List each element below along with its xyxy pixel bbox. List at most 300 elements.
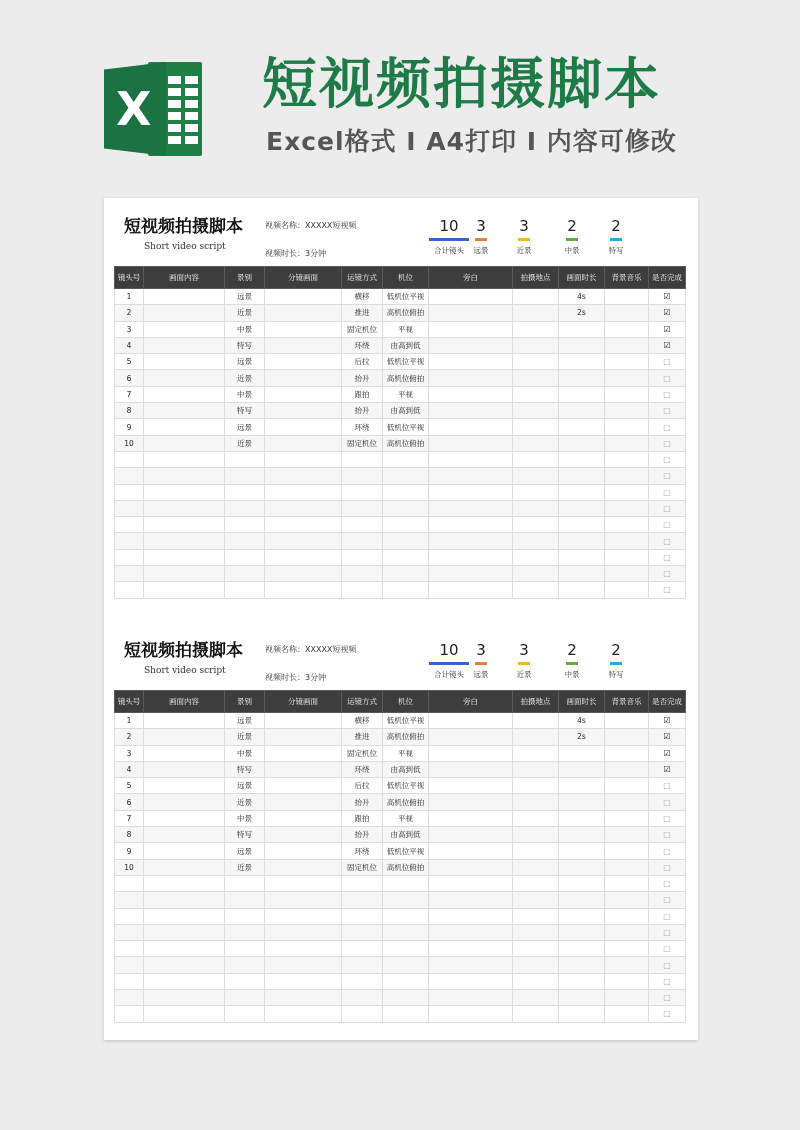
- table-cell: [513, 843, 559, 859]
- table-cell: [265, 924, 342, 940]
- table-cell: [342, 875, 383, 891]
- table-row: [115, 875, 686, 891]
- checkbox-glyph: □: [663, 944, 671, 954]
- stat-label: 近景: [516, 670, 532, 679]
- table-row: [115, 533, 686, 549]
- table-cell: 近景: [225, 305, 265, 321]
- completion-checkbox[interactable]: [649, 484, 686, 500]
- table-cell: 低机位平视: [383, 713, 429, 729]
- table-cell: [605, 778, 649, 794]
- table-cell: [144, 778, 225, 794]
- table-cell: [429, 924, 513, 940]
- table-cell: [265, 941, 342, 957]
- table-cell: [144, 843, 225, 859]
- table-cell: 后拉: [342, 778, 383, 794]
- completion-checkbox[interactable]: [649, 875, 686, 891]
- table-cell: 后拉: [342, 354, 383, 370]
- table-cell: 推进: [342, 729, 383, 745]
- table-row: [115, 484, 686, 500]
- column-header: 机位: [383, 691, 429, 713]
- table-cell: [144, 435, 225, 451]
- table-cell: [559, 582, 605, 598]
- column-header: 景别: [225, 267, 265, 289]
- table-cell: [225, 1006, 265, 1022]
- table-cell: [559, 419, 605, 435]
- table-cell: [265, 745, 342, 761]
- column-header: 旁白: [429, 691, 513, 713]
- checkbox-glyph: ☑: [663, 732, 671, 742]
- completion-checkbox[interactable]: [649, 435, 686, 451]
- table-cell: [383, 517, 429, 533]
- table-cell: [605, 370, 649, 386]
- table-cell: [383, 908, 429, 924]
- table-cell: [559, 468, 605, 484]
- table-row: [115, 289, 686, 305]
- table-cell: 高机位俯拍: [383, 370, 429, 386]
- table-cell: [559, 908, 605, 924]
- completion-checkbox[interactable]: [649, 843, 686, 859]
- checkbox-glyph: □: [663, 357, 671, 367]
- table-row: [115, 403, 686, 419]
- table-cell: [559, 745, 605, 761]
- table-cell: [559, 533, 605, 549]
- table-row: [115, 957, 686, 973]
- table-row: [115, 859, 686, 875]
- table-cell: 抬升: [342, 827, 383, 843]
- checkbox-glyph: □: [663, 504, 671, 513]
- table-cell: [559, 337, 605, 353]
- table-cell: [342, 973, 383, 989]
- table-cell: [605, 305, 649, 321]
- shot-table: [114, 266, 686, 599]
- table-cell: 中景: [225, 386, 265, 402]
- table-cell: [144, 337, 225, 353]
- table-cell: [429, 435, 513, 451]
- banner-title: 短视频拍摄脚本: [262, 52, 662, 116]
- table-cell: [513, 729, 559, 745]
- completion-checkbox[interactable]: [649, 778, 686, 794]
- completion-checkbox[interactable]: [649, 794, 686, 810]
- table-cell: [115, 517, 144, 533]
- checkbox-glyph: □: [663, 960, 671, 970]
- checkbox-glyph: □: [663, 813, 671, 823]
- table-cell: 2s: [559, 305, 605, 321]
- checkbox-glyph: □: [663, 781, 671, 791]
- table-row: [115, 517, 686, 533]
- completion-checkbox[interactable]: [649, 354, 686, 370]
- table-cell: [429, 354, 513, 370]
- column-header: 背景音乐: [605, 691, 649, 713]
- table-cell: [225, 549, 265, 565]
- column-header: 机位: [383, 267, 429, 289]
- table-cell: [559, 370, 605, 386]
- completion-checkbox[interactable]: [649, 451, 686, 467]
- table-cell: 高机位俯拍: [383, 729, 429, 745]
- checkbox-glyph: □: [663, 438, 671, 448]
- table-cell: [383, 484, 429, 500]
- table-row: [115, 761, 686, 777]
- table-cell: [144, 761, 225, 777]
- table-cell: [429, 337, 513, 353]
- table-row: [115, 745, 686, 761]
- table-cell: [605, 337, 649, 353]
- table-cell: [342, 451, 383, 467]
- shot-table: [114, 690, 686, 1023]
- completion-checkbox[interactable]: [649, 892, 686, 908]
- stat-color-bar: [475, 238, 487, 241]
- completion-checkbox[interactable]: [649, 289, 686, 305]
- table-cell: 远景: [225, 713, 265, 729]
- table-cell: [265, 533, 342, 549]
- table-cell: [559, 484, 605, 500]
- table-cell: [605, 484, 649, 500]
- table-row: [115, 451, 686, 467]
- table-cell: [225, 924, 265, 940]
- table-cell: [115, 892, 144, 908]
- table-cell: [559, 435, 605, 451]
- column-header: 是否完成: [649, 267, 686, 289]
- table-row: [115, 468, 686, 484]
- table-cell: [144, 1006, 225, 1022]
- table-cell: 7: [115, 810, 144, 826]
- table-cell: [265, 484, 342, 500]
- table-cell: [513, 1006, 559, 1022]
- table-cell: [383, 500, 429, 516]
- table-cell: [342, 549, 383, 565]
- table-cell: [265, 582, 342, 598]
- table-header-row: [115, 691, 686, 713]
- table-row: [115, 778, 686, 794]
- table-cell: [144, 729, 225, 745]
- completion-checkbox[interactable]: [649, 582, 686, 598]
- table-row: [115, 386, 686, 402]
- table-cell: 横移: [342, 289, 383, 305]
- table-cell: [605, 745, 649, 761]
- table-cell: [605, 549, 649, 565]
- table-cell: 低机位平视: [383, 289, 429, 305]
- completion-checkbox[interactable]: [649, 517, 686, 533]
- table-cell: [605, 941, 649, 957]
- table-cell: [429, 957, 513, 973]
- completion-checkbox[interactable]: [649, 908, 686, 924]
- table-cell: [265, 1006, 342, 1022]
- table-cell: [559, 892, 605, 908]
- column-header: 背景音乐: [605, 267, 649, 289]
- column-header: 拍摄地点: [513, 267, 559, 289]
- table-cell: [265, 827, 342, 843]
- table-row: [115, 354, 686, 370]
- table-cell: [559, 517, 605, 533]
- checkbox-glyph: □: [663, 895, 671, 905]
- table-cell: [265, 370, 342, 386]
- checkbox-glyph: □: [663, 552, 671, 562]
- table-cell: 8: [115, 403, 144, 419]
- table-cell: [265, 957, 342, 973]
- table-cell: [115, 924, 144, 940]
- checkbox-glyph: □: [663, 1009, 671, 1019]
- table-cell: [265, 451, 342, 467]
- table-cell: [342, 957, 383, 973]
- table-cell: [342, 990, 383, 1006]
- table-cell: [115, 468, 144, 484]
- table-cell: [429, 875, 513, 891]
- table-cell: [605, 419, 649, 435]
- table-cell: [559, 843, 605, 859]
- column-header: 旁白: [429, 267, 513, 289]
- table-cell: 环绕: [342, 843, 383, 859]
- table-cell: [429, 827, 513, 843]
- completion-checkbox[interactable]: [649, 941, 686, 957]
- table-cell: 6: [115, 370, 144, 386]
- column-header: 分镜画面: [265, 691, 342, 713]
- completion-checkbox[interactable]: [649, 419, 686, 435]
- stat-value: 2: [611, 217, 621, 235]
- completion-checkbox[interactable]: [649, 305, 686, 321]
- stat-value: 3: [476, 217, 486, 235]
- table-cell: [559, 941, 605, 957]
- stat-label: 中景: [564, 670, 580, 679]
- table-cell: [225, 957, 265, 973]
- table-cell: [559, 500, 605, 516]
- table-cell: 4: [115, 337, 144, 353]
- table-cell: [115, 908, 144, 924]
- stat-label: 特写: [608, 670, 624, 679]
- table-cell: 1: [115, 289, 144, 305]
- table-row: [115, 500, 686, 516]
- completion-checkbox[interactable]: [649, 957, 686, 973]
- completion-checkbox[interactable]: [649, 761, 686, 777]
- table-cell: [513, 435, 559, 451]
- stat-label: 中景: [564, 246, 580, 255]
- stat-value: 2: [567, 641, 577, 659]
- table-cell: [225, 892, 265, 908]
- stat-value: 2: [567, 217, 577, 235]
- table-cell: [265, 354, 342, 370]
- table-cell: [513, 713, 559, 729]
- table-cell: 近景: [225, 370, 265, 386]
- table-cell: [383, 990, 429, 1006]
- stat-label: 远景: [473, 246, 489, 255]
- completion-checkbox[interactable]: [649, 321, 686, 337]
- completion-checkbox[interactable]: [649, 337, 686, 353]
- checkbox-glyph: □: [663, 879, 671, 889]
- table-cell: [559, 549, 605, 565]
- table-cell: [225, 973, 265, 989]
- table-row: [115, 810, 686, 826]
- completion-checkbox[interactable]: [649, 533, 686, 549]
- column-header: 运镜方式: [342, 267, 383, 289]
- table-cell: [429, 713, 513, 729]
- table-cell: [144, 500, 225, 516]
- table-cell: [115, 957, 144, 973]
- table-cell: [265, 973, 342, 989]
- table-cell: [429, 403, 513, 419]
- table-cell: 环绕: [342, 419, 383, 435]
- video-name: 视频名称：XXXXX短视频: [265, 645, 357, 654]
- table-cell: [342, 566, 383, 582]
- table-cell: [144, 875, 225, 891]
- table-cell: [265, 435, 342, 451]
- completion-checkbox[interactable]: [649, 1006, 686, 1022]
- table-cell: 1: [115, 713, 144, 729]
- table-cell: [429, 761, 513, 777]
- completion-checkbox[interactable]: [649, 566, 686, 582]
- table-cell: [513, 859, 559, 875]
- table-cell: [429, 549, 513, 565]
- table-cell: [429, 370, 513, 386]
- table-cell: [605, 386, 649, 402]
- table-cell: [513, 549, 559, 565]
- completion-checkbox[interactable]: [649, 549, 686, 565]
- completion-checkbox[interactable]: [649, 859, 686, 875]
- table-cell: [144, 859, 225, 875]
- stat-color-bar: [610, 662, 622, 665]
- table-cell: [429, 468, 513, 484]
- table-cell: [429, 973, 513, 989]
- table-cell: [513, 990, 559, 1006]
- table-cell: [429, 745, 513, 761]
- table-cell: 2: [115, 305, 144, 321]
- table-cell: 横移: [342, 713, 383, 729]
- table-cell: [605, 990, 649, 1006]
- table-cell: 固定机位: [342, 859, 383, 875]
- table-cell: [265, 500, 342, 516]
- completion-checkbox[interactable]: [649, 370, 686, 386]
- video-duration: 视频时长：3分钟: [265, 673, 327, 682]
- table-cell: 4s: [559, 289, 605, 305]
- completion-checkbox[interactable]: [649, 713, 686, 729]
- table-cell: [265, 892, 342, 908]
- table-cell: [429, 778, 513, 794]
- table-cell: 2: [115, 729, 144, 745]
- document-page: [104, 198, 698, 1040]
- table-cell: 远景: [225, 419, 265, 435]
- table-cell: [559, 354, 605, 370]
- column-header: 画面内容: [144, 691, 225, 713]
- table-header-row: [115, 267, 686, 289]
- completion-checkbox[interactable]: [649, 403, 686, 419]
- table-cell: [144, 973, 225, 989]
- stat-item: [586, 640, 646, 680]
- table-cell: [342, 500, 383, 516]
- table-cell: 平视: [383, 810, 429, 826]
- table-row: [115, 941, 686, 957]
- table-cell: [225, 468, 265, 484]
- table-cell: [342, 468, 383, 484]
- table-cell: [429, 794, 513, 810]
- table-cell: [144, 582, 225, 598]
- stat-item: [586, 216, 646, 256]
- stat-value: 3: [476, 641, 486, 659]
- checkbox-glyph: □: [663, 976, 671, 986]
- table-cell: [115, 1006, 144, 1022]
- table-cell: [265, 549, 342, 565]
- table-cell: 中景: [225, 810, 265, 826]
- table-cell: [265, 908, 342, 924]
- table-cell: 5: [115, 354, 144, 370]
- table-cell: 高机位俯拍: [383, 794, 429, 810]
- completion-checkbox[interactable]: [649, 990, 686, 1006]
- table-cell: [225, 451, 265, 467]
- table-cell: [144, 419, 225, 435]
- completion-checkbox[interactable]: [649, 386, 686, 402]
- table-cell: [605, 403, 649, 419]
- stat-value: 3: [519, 217, 529, 235]
- checkbox-glyph: ☑: [663, 341, 671, 351]
- table-cell: 平视: [383, 745, 429, 761]
- table-cell: [115, 941, 144, 957]
- table-cell: [559, 973, 605, 989]
- column-header: 画面内容: [144, 267, 225, 289]
- completion-checkbox[interactable]: [649, 924, 686, 940]
- table-cell: 平视: [383, 386, 429, 402]
- table-cell: 特写: [225, 403, 265, 419]
- table-cell: 10: [115, 859, 144, 875]
- table-cell: 由高到低: [383, 403, 429, 419]
- table-cell: [429, 533, 513, 549]
- excel-grid-cell: [185, 112, 198, 120]
- table-cell: [513, 337, 559, 353]
- stat-value: 3: [519, 641, 529, 659]
- table-cell: 由高到低: [383, 337, 429, 353]
- table-cell: [429, 990, 513, 1006]
- checkbox-glyph: ☑: [663, 748, 671, 758]
- table-cell: [342, 1006, 383, 1022]
- table-cell: 低机位平视: [383, 843, 429, 859]
- table-cell: [605, 908, 649, 924]
- table-cell: [265, 337, 342, 353]
- table-row: [115, 843, 686, 859]
- checkbox-glyph: □: [663, 406, 671, 416]
- table-cell: [429, 289, 513, 305]
- table-row: [115, 973, 686, 989]
- table-cell: [225, 941, 265, 957]
- table-cell: [559, 386, 605, 402]
- completion-checkbox[interactable]: [649, 745, 686, 761]
- table-cell: [115, 973, 144, 989]
- table-cell: [559, 321, 605, 337]
- table-cell: [429, 419, 513, 435]
- completion-checkbox[interactable]: [649, 729, 686, 745]
- table-cell: [559, 875, 605, 891]
- completion-checkbox[interactable]: [649, 468, 686, 484]
- table-cell: [429, 908, 513, 924]
- table-cell: [605, 289, 649, 305]
- table-cell: [513, 484, 559, 500]
- table-cell: [605, 957, 649, 973]
- table-cell: [115, 451, 144, 467]
- table-row: [115, 370, 686, 386]
- table-cell: 抬升: [342, 794, 383, 810]
- table-cell: [605, 973, 649, 989]
- completion-checkbox[interactable]: [649, 500, 686, 516]
- completion-checkbox[interactable]: [649, 827, 686, 843]
- completion-checkbox[interactable]: [649, 973, 686, 989]
- table-cell: [383, 941, 429, 957]
- table-cell: [144, 745, 225, 761]
- table-cell: [513, 289, 559, 305]
- excel-grid-cell: [168, 136, 181, 144]
- table-cell: 低机位平视: [383, 354, 429, 370]
- table-cell: [429, 810, 513, 826]
- table-cell: 近景: [225, 435, 265, 451]
- table-cell: [144, 289, 225, 305]
- completion-checkbox[interactable]: [649, 810, 686, 826]
- table-cell: [383, 566, 429, 582]
- table-cell: [144, 941, 225, 957]
- table-cell: [144, 403, 225, 419]
- table-cell: [559, 566, 605, 582]
